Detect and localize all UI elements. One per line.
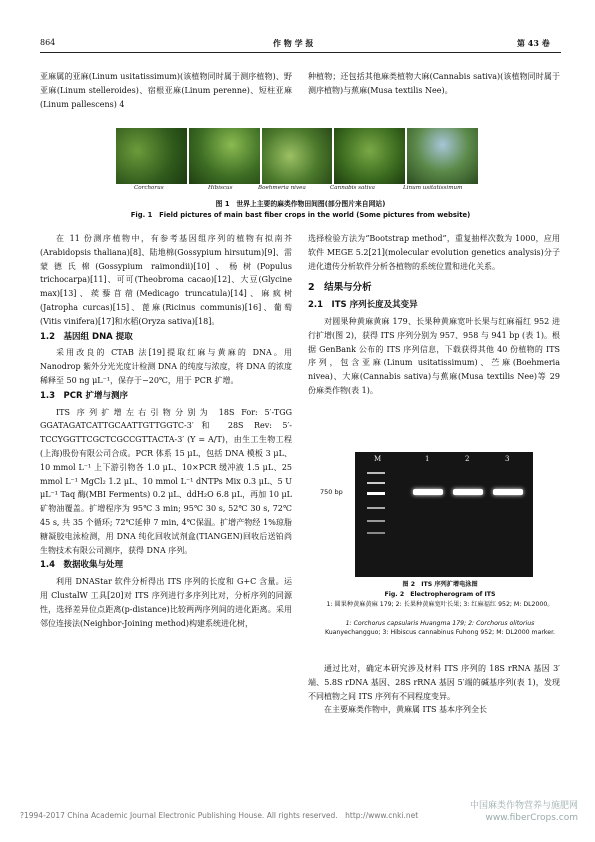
marker-band	[367, 482, 385, 484]
figure2-legend-en: Kuanyechangguo; 3: Hibiscus cannabinus Fuhong 952; M: DL2000 marker.	[324, 629, 556, 636]
marker-band	[367, 472, 385, 474]
paragraph: 采用改良的 CTAB 法[19]提取红麻与黄麻的 DNA。用 Nanodrop 紫外分光光度计检测 DNA 的纯度与浓度，将 DNA 的浓度稀释至 50 ng μL⁻¹，保存于−20℃，用于 PCR 扩增。	[40, 348, 292, 385]
top-right-text: 种植物；还包括其他麻类植物大麻(Cannabis sativa)(该植物同时属于测序植物)与蕉麻(Musa textilis Nee)。	[308, 72, 560, 95]
photo-boehmeria	[262, 128, 333, 184]
section-heading: 2 结果与分析	[308, 282, 372, 294]
paragraph: 选择检验方法为“Bootstrap method”，重复抽样次数为 1000，应用软件 MEGE 5.2[21](molecular evolution genetics analysis)分子进化遗传分析软件分析各植物的系统位置和进化关系。	[308, 234, 560, 271]
top-left-text: 亚麻属的亚麻(Linum usitatissimum)(该植物同时属于测序植物)、野亚麻(Linum stelleroides)、宿根亚麻(Linum perenne)、短柱亚麻(Linum pallescens) 4	[40, 72, 292, 109]
figure1-photos	[116, 128, 478, 184]
right-column-bottom	[308, 662, 560, 717]
watermark: 中国麻类作物营养与施肥网 www.fiberCrops.com	[470, 801, 579, 823]
volume-number: 第 43 卷	[517, 38, 550, 48]
figure2-caption-cn: 图 2 ITS 序列扩增电泳图	[402, 581, 478, 588]
figure1-caption-cn: 图 1 世界上主要的麻类作物田间图(部分图片来自网站)	[215, 200, 386, 208]
photo-label: Corchorus	[134, 185, 164, 191]
photo-label: Hibiscus	[208, 185, 233, 191]
copyright-footer: ?1994-2017 China Academic Journal Electronic Publishing House. All rights reserved. http://www.cnki.net	[20, 811, 419, 820]
paragraph: ITS 序列扩增左右引物分别为 18S For: 5′-TGG GGATAGATCATTGCAATTGTTGGTC-3′和 28S Rev: 5′-TCCYGGTTCGCTCGCCGTTACTA-3′ (Y = A/T)，由生工生物工程(上海)股份有限公司合成。PCR 体系 15 μL，包括 DNA 模板 3 μL、10 mmol L⁻¹ 上下游引物各 1.0 μL、10×PCR 缓冲液 1.5 μL、25 mmol L⁻¹ MgCl₂ 1.2 μL、10 mmol L⁻¹ dNTPs Mix 0.3 μL、5 U μL⁻¹ Taq 酶(MBI Ferments) 0.2 μL、ddH₂O 6.8 μL，再加 10 μL 矿物油覆盖。扩增程序为 95℃ 3 min; 95℃ 30 s, 52℃ 30 s, 72℃ 45 s, 共 35 个循环; 72℃延伸 7 min, 4℃保温。扩增产物经 1%琼脂糖凝胶电泳检测，用 DNA 纯化回收试剂盒(TIANGEN)回收后送铂尚生物技术有限公司测序，获得 DNA 序列。	[40, 407, 292, 555]
marker-band	[367, 520, 385, 522]
sample-band-1	[413, 489, 443, 495]
paragraph: 通过比对，确定本研究涉及材料 ITS 序列的 18S rRNA 基因 3′端、5.8S rDNA 基因、28S rRNA 基因 5′端的碱基序列(表 1)，发现不同植物之间 ITS 序列有不同程度变异。	[308, 664, 560, 701]
sample-band-3	[493, 489, 523, 495]
paragraph: 在主要麻类作物中，黄麻属 ITS 基本序列全长	[324, 705, 488, 715]
photo-label: Linum usitatissimum	[403, 185, 463, 191]
photo-linum	[407, 128, 478, 184]
gel-image	[355, 452, 533, 577]
photo-cannabis	[334, 128, 405, 184]
marker-band	[367, 507, 385, 509]
figure2-caption-en: Fig. 2 Electropherogram of ITS	[384, 591, 496, 598]
paragraph: 利用 DNAStar 软件分析得出 ITS 序列的长度和 G+C 含量。运用 ClustalW 工具[20]对 ITS 序列进行多序列比对，分析序列的同源性，选择差异位点距离(p-distance)比较两两序列间的进化距离。采用邻位连接法(Neighbor-Joining method)构建系统进化树，	[40, 577, 292, 628]
section-heading: 1.3 PCR 扩增与测序	[40, 390, 129, 401]
lane-label: 2	[465, 455, 470, 463]
right-column-top	[308, 232, 560, 398]
lane-label: 1	[425, 455, 430, 463]
figure1-caption-en: Fig. 1 Field pictures of main bast fiber crops in the world (Some pictures from website)	[130, 211, 471, 219]
section-heading: 2.1 ITS 序列长度及其变异	[308, 300, 418, 311]
page-number: 864	[40, 38, 56, 47]
photo-hibiscus	[189, 128, 260, 184]
lane-label: 3	[505, 455, 510, 463]
photo-label: Boehmeria nivea	[258, 185, 306, 191]
section-heading: 1.4 数据收集与处理	[40, 560, 124, 571]
figure2-legend-cn: 1: 圆果种黄麻黄麻 179; 2: 长果种黄麻宽叶长果; 3: 红麻福红 952; M: DL2000。	[326, 601, 554, 608]
sample-band-2	[453, 489, 483, 495]
paragraph: 对圆果种黄麻黄麻 179、长果种黄麻宽叶长果与红麻福红 952 进行扩增(图 2)，获得 ITS 序列分别为 957、958 与 941 bp (表 1)。根据 GenBank 公布的 ITS 序列信息，下载获得其他 40 份植物的 ITS 序列，包含亚麻(Linum usitatissimum)、苎麻(Boehmeria nivea)、大麻(Cannabis sativa)与蕉麻(Musa textilis Nee)等 29 份麻类作物(表 1)。	[308, 316, 560, 395]
figure2-legend-en: 1: Corchorus capsularis Huangma 179; 2: Corchorus olitorius	[345, 620, 535, 627]
section-heading: 1.2 基因组 DNA 提取	[40, 331, 133, 342]
photo-label: Cannabis sativa	[330, 185, 375, 191]
paragraph: 在 11 份测序植物中，有参考基因组序列的植物有拟南芥(Arabidopsis thaliana)[8]、陆地棉(Gossypium hirsutum)[9]、雷蒙德氏棉(Gossypium raimondii)[10]、杨树(Populus trichocarpa)[11]、可可(Theobroma cacao)[12]、大豆(Glycine max)[13]、蒺藜苜蓿(Medicago truncatula)[14]、麻疯树(Jatropha curcas)[15]、蓖麻(Ricinus communis)[16]、葡萄(Vitis vinifera)[17]和水稻(Oryza sativa)[18]。	[40, 234, 292, 326]
marker-band	[367, 532, 385, 534]
journal-title: 作 物 学 报	[273, 39, 314, 48]
left-column	[40, 232, 292, 630]
header-rule	[40, 52, 561, 53]
photo-corchorus	[116, 128, 187, 184]
lane-label: M	[374, 455, 382, 463]
marker-size-label: 750 bp	[320, 488, 343, 496]
marker-band-750	[367, 492, 385, 495]
